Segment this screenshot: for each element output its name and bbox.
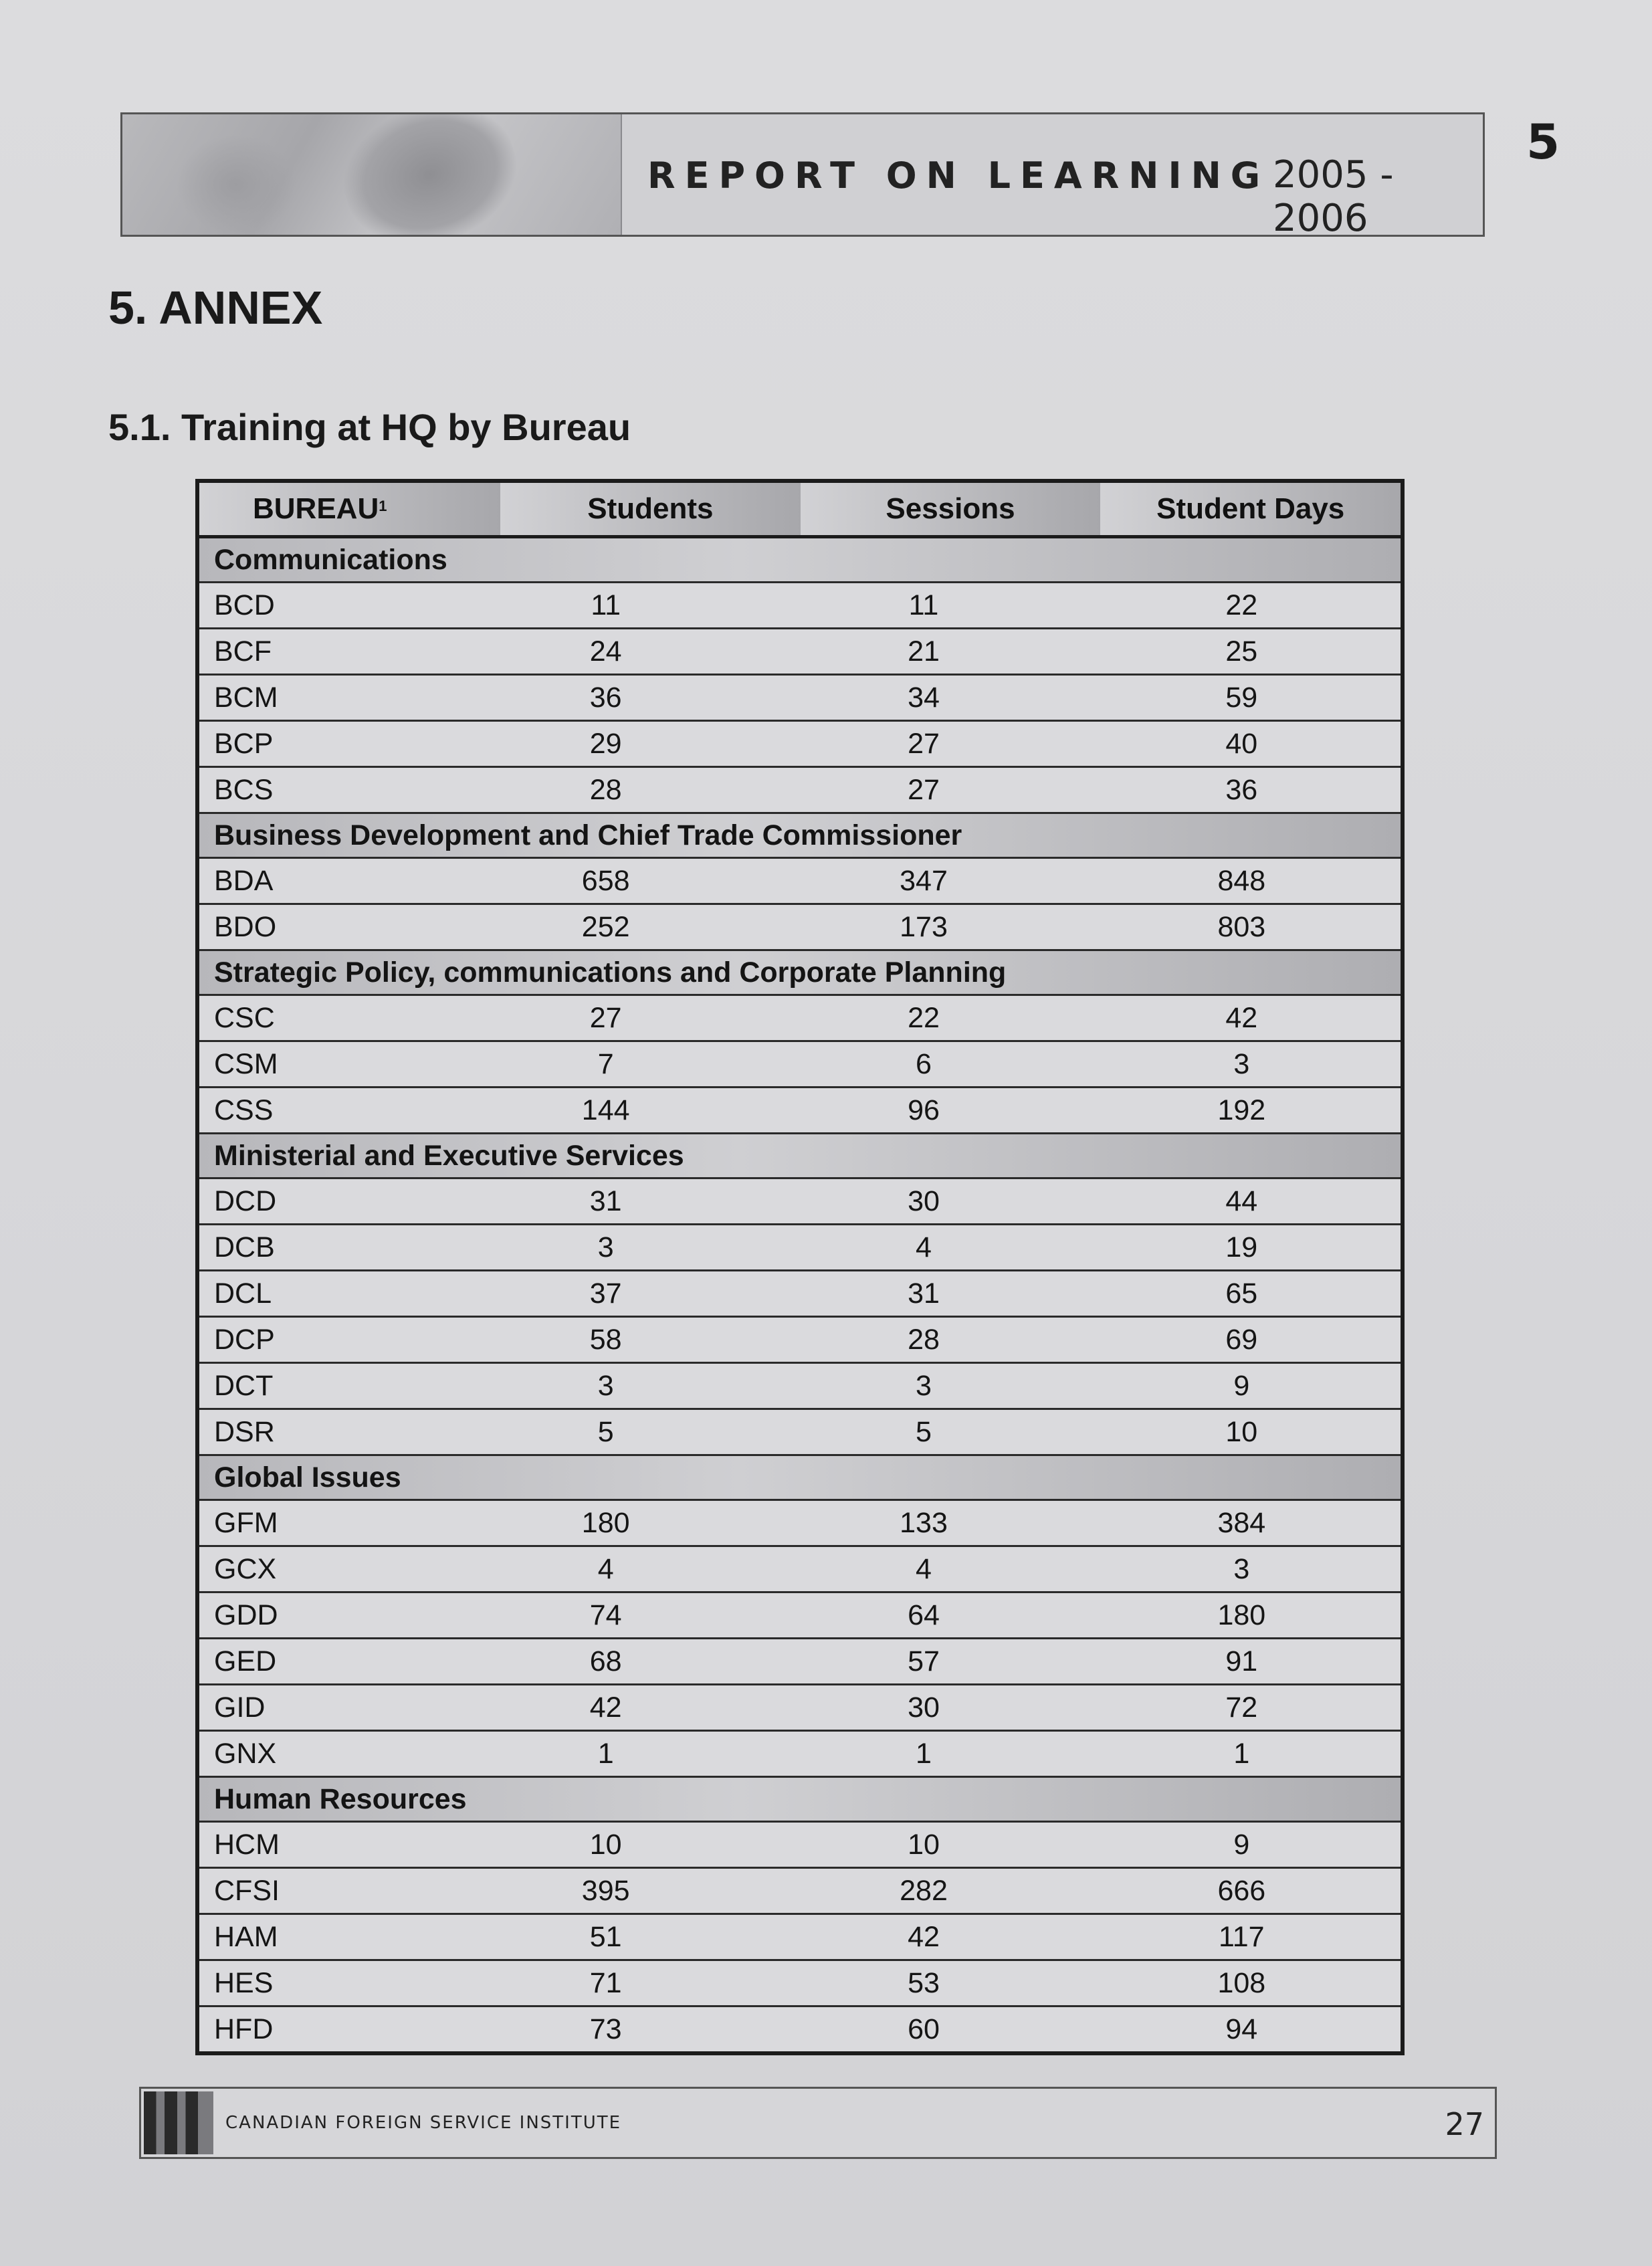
bureau-code-cell: DCB [214,1231,275,1263]
students-cell: 29 [589,727,622,760]
students-cell: 1 [597,1737,614,1770]
student-days-cell: 848 [1217,864,1266,897]
table-row [199,1869,1401,1915]
bureau-code-cell: BCP [214,727,274,760]
student-days-cell: 3 [1233,1552,1250,1585]
table-row [199,1364,1401,1410]
table-row [199,1088,1401,1134]
students-cell: 3 [597,1231,614,1263]
sessions-cell: 3 [916,1369,932,1402]
bureau-code-cell: GID [214,1691,266,1724]
students-cell: 3 [597,1369,614,1402]
table-row [199,722,1401,768]
bureau-code-cell: DCL [214,1277,272,1310]
bureau-code-cell: GCX [214,1552,277,1585]
student-days-cell: 25 [1225,635,1258,667]
student-days-cell: 108 [1217,1966,1266,1999]
sessions-cell: 22 [908,1001,940,1034]
table-header [199,483,1401,538]
table-row [199,1593,1401,1639]
bureau-code-cell: BDA [214,864,274,897]
sessions-cell: 10 [908,1828,940,1861]
student-days-cell: 94 [1225,2013,1258,2045]
bureau-code-cell: GDD [214,1599,278,1631]
students-cell: 11 [591,589,621,621]
page-number: 27 [1445,2106,1484,2142]
students-cell: 658 [581,864,630,897]
sessions-cell: 11 [908,589,939,621]
sessions-cell: 28 [908,1323,940,1356]
bureau-code-cell: CSM [214,1047,278,1080]
sessions-cell: 31 [908,1277,940,1310]
table-row [199,905,1401,951]
students-cell: 4 [597,1552,614,1585]
bureau-code-cell: HCM [214,1828,280,1861]
student-days-cell: 384 [1217,1506,1266,1539]
column-header-bureau [199,483,500,535]
group-header-row: Human Resources [199,1778,1401,1823]
sessions-cell: 173 [900,910,948,943]
students-cell: 180 [581,1506,630,1539]
students-cell: 73 [589,2013,622,2045]
student-days-cell: 803 [1217,910,1266,943]
student-days-cell: 72 [1225,1691,1258,1724]
sessions-cell: 4 [916,1231,932,1263]
institute-logo-icon [144,2091,213,2154]
student-days-cell: 192 [1217,1094,1266,1126]
sessions-cell: 347 [900,864,948,897]
group-header-row: Strategic Policy, communications and Corporate Planning [199,951,1401,996]
group-header-row: Business Development and Chief Trade Commissioner [199,814,1401,859]
students-cell: 58 [589,1323,622,1356]
page-footer [139,2087,1497,2159]
column-header-bureau-label: BUREAU [253,492,379,525]
student-days-cell: 59 [1225,681,1258,714]
table-row [199,1685,1401,1732]
sessions-cell: 21 [908,635,940,667]
students-cell: 42 [589,1691,622,1724]
column-header-students: Students [500,483,801,535]
student-days-cell: 9 [1233,1369,1250,1402]
students-cell: 395 [581,1874,630,1907]
student-days-cell: 3 [1233,1047,1250,1080]
column-header-sessions: Sessions [801,483,1101,535]
student-days-cell: 44 [1225,1184,1258,1217]
column-header-student-days: Student Days [1100,483,1401,535]
students-cell: 7 [597,1047,614,1080]
bureau-code-cell: DCT [214,1369,274,1402]
students-cell: 36 [589,681,622,714]
sessions-cell: 6 [916,1047,932,1080]
sessions-cell: 1 [916,1737,932,1770]
maple-leaf-banner-image [122,114,622,235]
bureau-code-cell: HES [214,1966,274,1999]
students-cell: 74 [589,1599,622,1631]
sessions-cell: 53 [908,1966,940,1999]
students-cell: 51 [589,1920,622,1953]
sessions-cell: 282 [900,1874,948,1907]
table-row [199,1823,1401,1869]
sessions-cell: 42 [908,1920,940,1953]
student-days-cell: 42 [1225,1001,1258,1034]
students-cell: 71 [589,1966,622,1999]
bureau-code-cell: GNX [214,1737,277,1770]
sessions-cell: 30 [908,1184,940,1217]
chapter-number: 5 [1526,114,1560,170]
bureau-code-cell: DCD [214,1184,277,1217]
students-cell: 144 [581,1094,630,1126]
subsection-heading: 5.1. Training at HQ by Bureau [108,406,631,448]
table-row [199,1042,1401,1088]
table-row [199,1318,1401,1364]
table-row [199,1179,1401,1225]
student-days-cell: 65 [1225,1277,1258,1310]
table-row [199,996,1401,1042]
sessions-cell: 133 [900,1506,948,1539]
students-cell: 252 [581,910,630,943]
students-cell: 24 [589,635,622,667]
student-days-cell: 69 [1225,1323,1258,1356]
report-years: 2005 - 2006 [1273,153,1394,240]
bureau-code-cell: CSS [214,1094,274,1126]
footnote-marker: 1 [379,498,387,514]
sessions-cell: 27 [908,727,940,760]
bureau-code-cell: HAM [214,1920,278,1953]
table-row [199,1271,1401,1318]
table-row [199,768,1401,814]
students-cell: 28 [589,773,622,806]
sessions-cell: 57 [908,1645,940,1677]
table-row [199,629,1401,676]
students-cell: 37 [589,1277,622,1310]
table-row [199,1639,1401,1685]
training-table [195,479,1405,2055]
sessions-cell: 30 [908,1691,940,1724]
bureau-code-cell: BDO [214,910,277,943]
sessions-cell: 64 [908,1599,940,1631]
sessions-cell: 5 [916,1415,932,1448]
sessions-cell: 4 [916,1552,932,1585]
student-days-cell: 10 [1225,1415,1258,1448]
bureau-code-cell: DCP [214,1323,275,1356]
students-cell: 10 [589,1828,622,1861]
group-header-row: Ministerial and Executive Services [199,1134,1401,1179]
table-row [199,583,1401,629]
bureau-code-cell: BCM [214,681,278,714]
table-row [199,859,1401,905]
student-days-cell: 19 [1225,1231,1258,1263]
sessions-cell: 34 [908,681,940,714]
group-header-row: Communications [199,538,1401,583]
students-cell: 27 [589,1001,622,1034]
report-title: REPORT ON LEARNING [647,154,1270,197]
student-days-cell: 36 [1225,773,1258,806]
bureau-code-cell: HFD [214,2013,274,2045]
table-row [199,1410,1401,1456]
bureau-code-cell: BCD [214,589,275,621]
bureau-code-cell: CSC [214,1001,275,1034]
group-header-row: Global Issues [199,1456,1401,1501]
table-row [199,1547,1401,1593]
students-cell: 5 [597,1415,614,1448]
student-days-cell: 117 [1219,1920,1265,1953]
student-days-cell: 40 [1225,727,1258,760]
student-days-cell: 180 [1217,1599,1266,1631]
student-days-cell: 9 [1233,1828,1250,1861]
bureau-code-cell: CFSI [214,1874,280,1907]
bureau-code-cell: BCF [214,635,272,667]
table-body [199,538,1401,2051]
sessions-cell: 60 [908,2013,940,2045]
bureau-code-cell: DSR [214,1415,275,1448]
bureau-code-cell: BCS [214,773,274,806]
sessions-cell: 96 [908,1094,940,1126]
student-days-cell: 91 [1225,1645,1258,1677]
student-days-cell: 22 [1225,589,1258,621]
table-row [199,2007,1401,2051]
table-row [199,1501,1401,1547]
table-row [199,1225,1401,1271]
table-row [199,1915,1401,1961]
sessions-cell: 27 [908,773,940,806]
bureau-code-cell: GFM [214,1506,278,1539]
section-heading: 5. ANNEX [108,282,323,334]
table-row [199,1961,1401,2007]
students-cell: 68 [589,1645,622,1677]
report-banner [120,112,1485,240]
institute-name: CANADIAN FOREIGN SERVICE INSTITUTE [225,2113,622,2133]
table-row [199,676,1401,722]
bureau-code-cell: GED [214,1645,277,1677]
students-cell: 31 [589,1184,622,1217]
student-days-cell: 1 [1233,1737,1250,1770]
table-row [199,1732,1401,1778]
student-days-cell: 666 [1217,1874,1266,1907]
